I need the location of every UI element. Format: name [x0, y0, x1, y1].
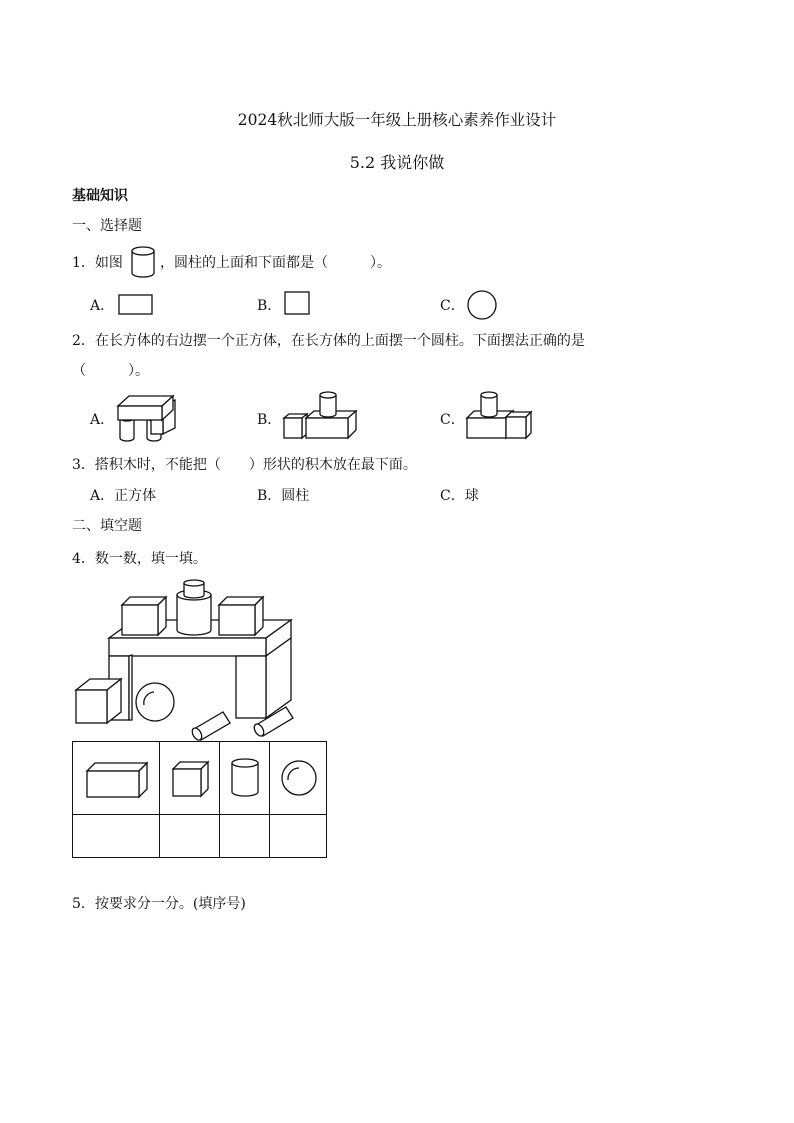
q1-option-b-label: B．: [257, 298, 282, 314]
circle-shape-icon[interactable]: [466, 289, 498, 321]
q3-option-b[interactable]: B．圆柱: [257, 488, 310, 504]
q5-stem: 5．按要求分一分。(填序号): [72, 896, 246, 912]
section-heading-basic: 基础知识: [72, 188, 128, 204]
q2-option-a-label: A．: [90, 412, 115, 428]
document-subtitle: 5.2 我说你做: [349, 153, 445, 172]
count-answer-sphere[interactable]: [270, 815, 327, 858]
block-scene-illustration: [74, 575, 304, 740]
document-title: 2024秋北师大版一年级上册核心素养作业设计: [237, 111, 557, 129]
q1-option-a-label: A．: [90, 298, 115, 314]
shape-cell-cuboid: [73, 742, 160, 815]
q2-stem-line1: 2．在长方体的右边摆一个正方体，在长方体的上面摆一个圆柱。下面摆法正确的是: [72, 333, 585, 349]
shape-cell-sphere: [270, 742, 327, 815]
count-answer-cylinder[interactable]: [220, 815, 270, 858]
part-heading-choice: 一、选择题: [72, 218, 142, 234]
cylinder-icon: [130, 245, 156, 279]
q1-prefix: 1．如图: [72, 255, 123, 271]
sphere-icon: [280, 759, 318, 797]
q1-option-c-label: C．: [440, 298, 465, 314]
cuboid-icon: [85, 759, 149, 799]
shape-count-table: [72, 741, 327, 858]
square-shape-icon[interactable]: [283, 290, 313, 318]
block-arrangement-a-icon[interactable]: [115, 388, 185, 443]
count-answer-cuboid[interactable]: [73, 815, 160, 858]
block-arrangement-c-icon[interactable]: [465, 390, 535, 442]
q3-stem: 3．搭积木时，不能把（ ）形状的积木放在最下面。: [72, 457, 417, 473]
shape-cell-cylinder: [220, 742, 270, 815]
q4-stem: 4．数一数，填一填。: [72, 551, 207, 567]
q2-option-c-label: C．: [440, 412, 465, 428]
q1-suffix: ，圆柱的上面和下面都是（ ）。: [160, 255, 391, 271]
q2-stem-line2: （ ）。: [72, 363, 149, 379]
cylinder-icon: [230, 757, 260, 799]
block-arrangement-b-icon[interactable]: [282, 390, 362, 442]
rectangle-shape-icon[interactable]: [118, 293, 154, 317]
q3-option-a[interactable]: A．正方体: [90, 488, 157, 504]
q3-option-c[interactable]: C．球: [440, 488, 479, 504]
cube-icon: [171, 759, 211, 799]
shape-cell-cube: [160, 742, 220, 815]
q2-option-b-label: B．: [257, 412, 282, 428]
count-answer-cube[interactable]: [160, 815, 220, 858]
part-heading-fill: 二、填空题: [72, 518, 142, 534]
